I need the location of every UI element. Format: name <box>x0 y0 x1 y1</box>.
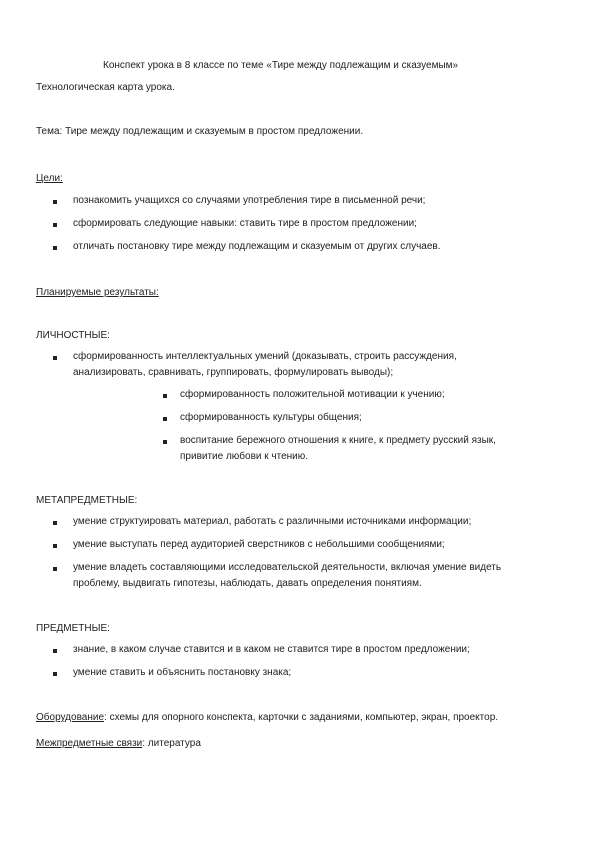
goal-item: отличать постановку тире между подлежащим и сказуемым от других случаев. <box>73 241 441 252</box>
meta-item-line: умение владеть составляющими исследовательской деятельности, включая умение видеть <box>73 562 502 573</box>
bullet-icon <box>53 246 57 250</box>
bullet-icon <box>163 394 167 398</box>
subject-item: знание, в каком случае ставится и в каком не ставится тире в простом предложении; <box>73 644 470 655</box>
goals-heading: Цели: <box>36 173 63 184</box>
lesson-topic: Тема: Тире между подлежащим и сказуемым в простом предложении. <box>36 126 364 137</box>
links-line <box>36 737 201 751</box>
results-heading: Планируемые результаты: <box>36 287 159 298</box>
personal-subitem: сформированность положительной мотивации к учению; <box>180 389 445 400</box>
subject-heading: ПРЕДМЕТНЫЕ: <box>36 623 110 634</box>
bullet-icon <box>163 417 167 421</box>
personal-subitem: сформированность культуры общения; <box>180 412 362 423</box>
equipment-label: Оборудование <box>36 712 105 723</box>
bullet-icon <box>53 544 57 548</box>
bullet-icon <box>53 200 57 204</box>
equipment-line <box>36 711 498 725</box>
personal-item-line: анализировать, сравнивать, группировать, формулировать выводы); <box>73 367 394 378</box>
meta-item-line: проблему, выдвигать гипотезы, наблюдать, давать определения понятиям. <box>73 578 422 589</box>
equipment-text: : схемы для опорного конспекта, карточки с заданиями, компьютер, экран, проектор. <box>104 712 499 723</box>
meta-item: умение структуировать материал, работать с различными источниками информации; <box>73 516 472 527</box>
bullet-icon <box>163 440 167 444</box>
goal-item: познакомить учащихся со случаями употребления тире в письменной речи; <box>73 195 426 206</box>
subject-item: умение ставить и объяснить постановку знака; <box>73 667 292 678</box>
links-label: Межпредметные связи <box>36 738 143 749</box>
personal-subitem-line: воспитание бережного отношения к книге, к предмету русский язык, <box>180 435 496 446</box>
bullet-icon <box>53 649 57 653</box>
bullet-icon <box>53 521 57 525</box>
meta-heading: МЕТАПРЕДМЕТНЫЕ: <box>36 495 138 506</box>
bullet-icon <box>53 356 57 360</box>
meta-item: умение выступать перед аудиторией сверстников с небольшими сообщениями; <box>73 539 445 550</box>
document-subtitle: Технологическая карта урока. <box>36 82 175 93</box>
goal-item: сформировать следующие навыки: ставить тире в простом предложении; <box>73 218 417 229</box>
personal-item-line: сформированность интеллектуальных умений (доказывать, строить рассуждения, <box>73 351 457 362</box>
document-title: Конспект урока в 8 классе по теме «Тире между подлежащим и сказуемым» <box>103 60 459 71</box>
bullet-icon <box>53 567 57 571</box>
bullet-icon <box>53 672 57 676</box>
personal-heading: ЛИЧНОСТНЫЕ: <box>36 330 110 341</box>
personal-subitem-line: привитие любови к чтению. <box>180 451 309 462</box>
bullet-icon <box>53 223 57 227</box>
links-text: : литература <box>142 738 201 749</box>
